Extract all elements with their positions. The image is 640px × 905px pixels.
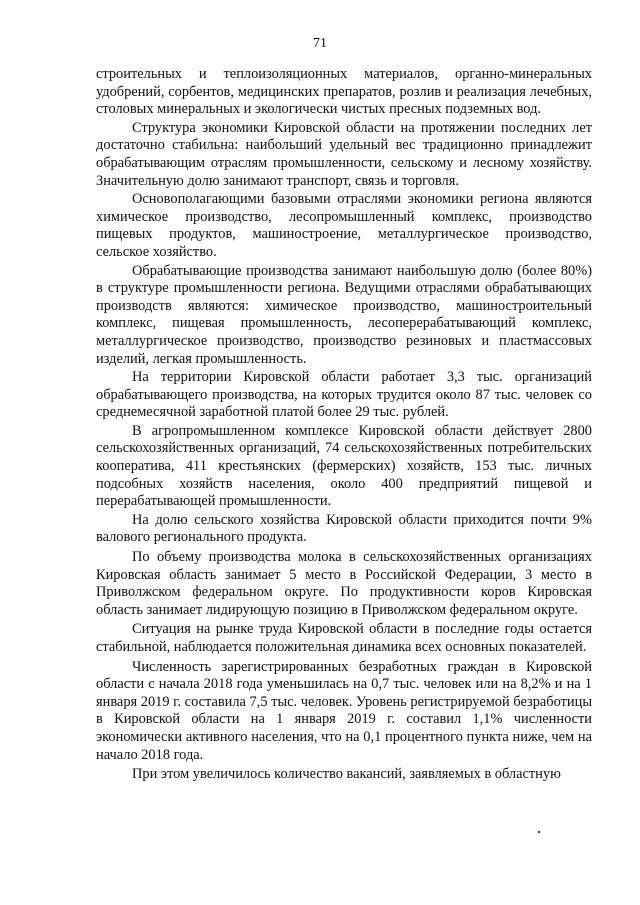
paragraph-base-industries: Основополагающими базовыми отраслями экономики региона являются химическое производство, лесопромышленный комплекс, производство пищевых продуктов, машиностроение, металлургическое производство, сельское хозяйство.	[96, 191, 592, 260]
paragraph-organizations: На территории Кировской области работает 3,3 тыс. организаций обрабатывающего производства, на которых трудится около 87 тыс. человек со среднемесячной заработной платой более 29 тыс. рублей.	[96, 369, 592, 421]
paragraph-vacancies: При этом увеличилось количество вакансий, заявляемых в областную	[132, 766, 561, 783]
paragraph-agro-complex: В агропромышленном комплексе Кировской области действует 2800 сельскохозяйственных организаций, 74 сельскохозяйственных потребительских кооператива, 411 крестьянских (фермерских) хозяйств, 153 тыс. личных подсобных хозяйств населения, около 400 предприятий пищевой и перерабатывающей промышленности.	[96, 422, 592, 510]
paragraph-labor-market: Ситуация на рынке труда Кировской области в последние годы остается стабильной, наблюдается положительная динамика всех основных показателей.	[96, 621, 592, 655]
paragraph-milk-production: По объему производства молока в сельскохозяйственных организациях Кировская область занимает 5 место в Российской Федерации, 3 место в Приволжском федеральном округе. По продуктивности коров Кировская область занимает лидирующую позицию в Приволжском федеральном округе.	[96, 549, 592, 618]
paragraph-manufacturing: Обрабатывающие производства занимают наибольшую долю (более 80%) в структуре промышленности региона. Ведущими отраслями обрабатывающих производств являются: химическое производство, машиностроительный комплекс, пищевая промышленность, лесоперерабатывающий комплекс, металлургическое производство, производство резиновых и пластмассовых изделий, легкая промышленность.	[96, 262, 592, 367]
scan-speck	[538, 831, 540, 833]
document-body	[96, 66, 592, 784]
paragraph-economy-structure: Структура экономики Кировской области на протяжении последних лет достаточно стабильна: наибольший удельный вес традиционно принадлежит обрабатывающим отраслям промышленности, сельскому и лесному хозяйству. Значительную долю занимают транспорт, связь и торговля.	[96, 119, 592, 189]
paragraph-unemployment: Численность зарегистрированных безработных граждан в Кировской области с начала 2018 года уменьшилась на 0,7 тыс. человек или на 8,2% и на 1 января 2019 г. составила 7,5 тыс. человек. Уровень регистрируемой безработицы в Кировской области на 1 января 2019 г. составил 1,1% численности экономически активного населения, что на 0,1 процентного пункта ниже, чем на начало 2018 года.	[96, 658, 592, 763]
paragraph-continuation: строительных и теплоизоляционных материалов, органно-минеральных удобрений, сорбентов, медицинских препаратов, розлив и реализация лечебных, столовых минеральных и экологически чистых пресных подземных вод.	[96, 66, 592, 118]
paragraph-agriculture-share: На долю сельского хозяйства Кировской области приходится почти 9% валового регионального продукта.	[96, 511, 592, 546]
page-number: 71	[313, 36, 327, 51]
